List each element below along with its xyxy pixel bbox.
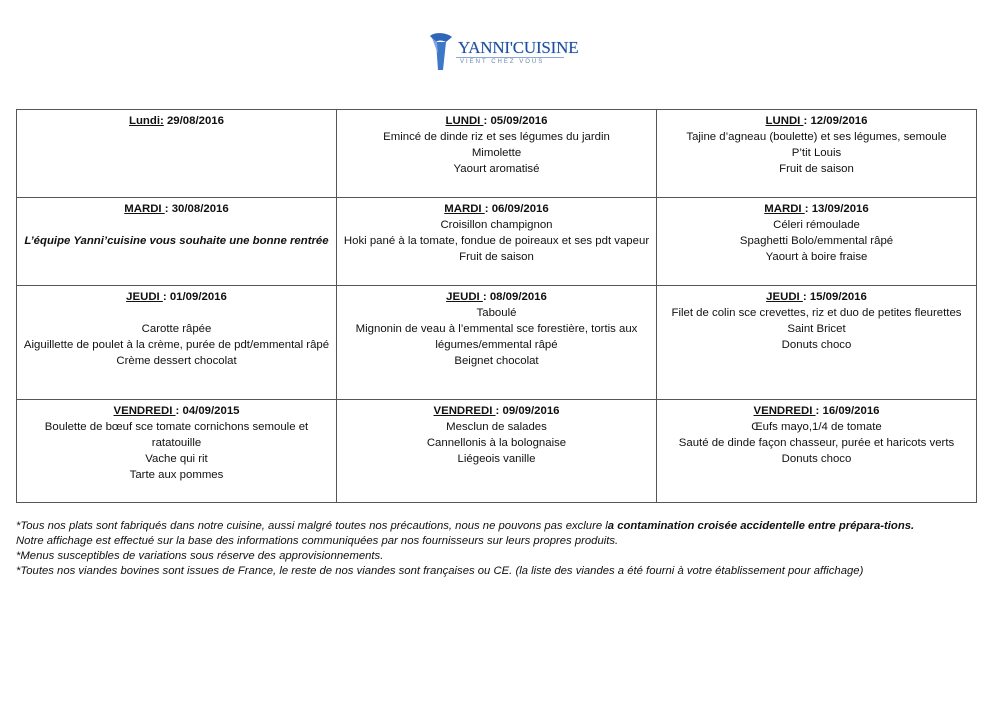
menu-item: Yaourt à boire fraise bbox=[765, 251, 868, 263]
menu-item: Œufs mayo,1/4 de tomate bbox=[751, 421, 882, 433]
logo-divider bbox=[456, 57, 564, 58]
menu-item: Spaghetti Bolo/emmental râpé bbox=[739, 235, 894, 247]
menu-item: Mesclun de salades bbox=[446, 421, 547, 433]
menu-cell bbox=[657, 110, 977, 198]
menu-row-thursday bbox=[17, 286, 977, 400]
footnote-variations: *Menus susceptibles de variations sous réserve des approvisionnements. bbox=[16, 550, 384, 562]
menu-item: Crème dessert chocolat bbox=[116, 355, 237, 367]
menu-item: Saint Bricet bbox=[787, 323, 846, 335]
menu-item: Sauté de dinde façon chasseur, purée et haricots verts bbox=[678, 437, 955, 449]
day-heading: JEUDI : 01/09/2016 bbox=[126, 291, 227, 303]
menu-item: Fruit de saison bbox=[779, 163, 854, 175]
weekly-menu-table bbox=[16, 109, 977, 503]
menu-cell bbox=[337, 110, 657, 198]
day-heading: JEUDI : 08/09/2016 bbox=[446, 291, 547, 303]
menu-item: Beignet chocolat bbox=[454, 355, 539, 367]
day-heading: LUNDI : 12/09/2016 bbox=[765, 115, 868, 127]
day-heading: MARDI : 30/08/2016 bbox=[124, 203, 229, 215]
menu-item: Fruit de saison bbox=[459, 251, 534, 263]
menu-item: Hoki pané à la tomate, fondue de poireaux et ses pdt vapeur bbox=[343, 235, 650, 247]
menu-cell bbox=[17, 286, 337, 400]
day-heading: LUNDI : 05/09/2016 bbox=[445, 115, 548, 127]
menu-item: P’tit Louis bbox=[791, 147, 842, 159]
day-heading: Lundi: 29/08/2016 bbox=[129, 115, 224, 127]
welcome-notice: L’équipe Yanni’cuisine vous souhaite une bonne rentrée bbox=[24, 235, 329, 247]
day-heading: VENDREDI : 09/09/2016 bbox=[433, 405, 560, 417]
menu-item: Tajine d’agneau (boulette) et ses légumes, semoule bbox=[686, 131, 947, 143]
menu-cell bbox=[337, 400, 657, 503]
menu-item: Filet de colin sce crevettes, riz et duo de petites fleurettes bbox=[671, 307, 962, 319]
chef-hat-icon bbox=[424, 30, 458, 76]
day-heading: MARDI : 13/09/2016 bbox=[764, 203, 869, 215]
footnote-meat-origin: *Toutes nos viandes bovines sont issues de France, le reste de nos viandes sont françaises ou CE. (la liste des viandes a été fourni à votre établissement pour affichage) bbox=[16, 565, 864, 577]
menu-row-friday bbox=[17, 400, 977, 503]
day-heading: MARDI : 06/09/2016 bbox=[444, 203, 549, 215]
menu-item: Emincé de dinde riz et ses légumes du jardin bbox=[383, 131, 610, 143]
menu-item: Donuts choco bbox=[781, 453, 852, 465]
menu-item: Aiguillette de poulet à la crème, purée de pdt/emmental râpé bbox=[23, 339, 330, 351]
menu-cell bbox=[337, 198, 657, 286]
menu-row-tuesday bbox=[17, 198, 977, 286]
footnote-emphasis: a contamination croisée accidentelle entre prépara-tions. bbox=[607, 520, 915, 532]
yanni-cuisine-logo bbox=[424, 30, 579, 76]
menu-cell bbox=[17, 198, 337, 286]
menu-row-monday bbox=[17, 110, 977, 198]
footnote-display: Notre affichage est effectué sur la base des informations communiquées par nos fournisseurs sur leurs propres produits. bbox=[16, 535, 619, 547]
menu-cell bbox=[17, 400, 337, 503]
menu-cell bbox=[17, 110, 337, 198]
menu-item: Taboulé bbox=[476, 307, 517, 319]
menu-item: Donuts choco bbox=[781, 339, 852, 351]
menu-cell bbox=[657, 286, 977, 400]
menu-item: Tarte aux pommes bbox=[129, 469, 224, 481]
day-heading: VENDREDI : 16/09/2016 bbox=[753, 405, 880, 417]
day-heading: JEUDI : 15/09/2016 bbox=[766, 291, 867, 303]
menu-cell bbox=[337, 286, 657, 400]
logo-title: YANNI'CUISINE bbox=[458, 38, 579, 57]
menu-cell bbox=[657, 198, 977, 286]
menu-item: Carotte râpée bbox=[141, 323, 212, 335]
menu-item: Mimolette bbox=[471, 147, 522, 159]
menu-item: Céleri rémoulade bbox=[773, 219, 860, 231]
menu-item: Croisillon champignon bbox=[440, 219, 553, 231]
menu-item: Liégeois vanille bbox=[457, 453, 536, 465]
menu-item: Vache qui rit bbox=[145, 453, 208, 465]
logo-subtitle: VIENT CHEZ VOUS bbox=[460, 59, 545, 65]
menu-cell bbox=[657, 400, 977, 503]
menu-item: Cannellonis à la bolognaise bbox=[426, 437, 567, 449]
day-heading: VENDREDI : 04/09/2015 bbox=[113, 405, 240, 417]
menu-item: Yaourt aromatisé bbox=[453, 163, 540, 175]
menu-item: Mignonin de veau à l’emmental sce forestière, tortis aux légumes/emmental râpé bbox=[355, 323, 638, 351]
footnote-allergen: *Tous nos plats sont fabriqués dans notre cuisine, aussi malgré toutes nos précautions, nous ne pouvons pas exclure la contamination croisée accidentelle entre prépara-tions. bbox=[16, 520, 915, 532]
footnotes bbox=[16, 519, 926, 579]
menu-item: Boulette de bœuf sce tomate cornichons semoule et ratatouille bbox=[44, 421, 309, 449]
